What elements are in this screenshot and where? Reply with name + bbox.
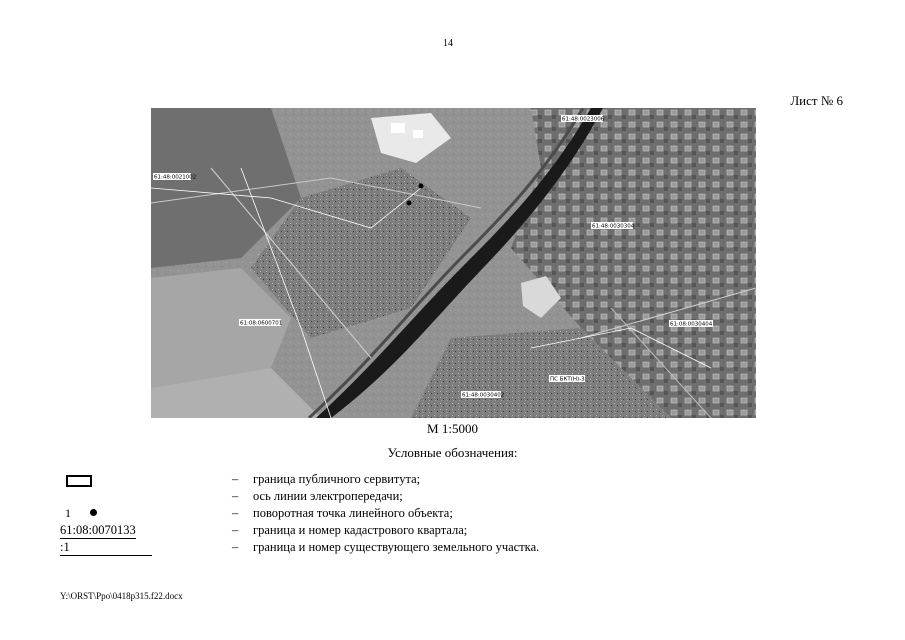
- cadastral-label: [239, 319, 282, 327]
- cadastral-map[interactable]: [151, 108, 756, 418]
- legend-row-power-line: [60, 489, 660, 506]
- legend-text: граница и номер существующего земельного участка.: [253, 540, 540, 554]
- quarter-number-sample: 61:08:0070133: [60, 523, 136, 537]
- legend-text: ось линии электропередачи;: [253, 489, 403, 503]
- legend-text: граница и номер кадастрового квартала;: [253, 523, 468, 537]
- svg-text:61:48:0023006: 61:48:0023006: [562, 116, 605, 123]
- legend-dash: –: [232, 540, 239, 554]
- map-scale: М 1:5000: [427, 421, 478, 436]
- legend-dash: –: [232, 472, 239, 486]
- legend-title: Условные обозначения:: [387, 445, 518, 460]
- legend-symbol: [60, 489, 220, 505]
- svg-text:ПС БКТ(Н)-3: ПС БКТ(Н)-3: [550, 376, 585, 383]
- pivot-point-icon: [90, 509, 97, 516]
- cadastral-label: [549, 375, 585, 383]
- legend-text: граница публичного сервитута;: [253, 472, 421, 486]
- page-number: 14: [443, 38, 453, 49]
- legend-row-quarter: [60, 523, 660, 540]
- map-image: [151, 108, 756, 418]
- servitude-boundary-swatch: [66, 475, 92, 487]
- cadastral-label: [561, 115, 605, 123]
- cadastral-label: [153, 173, 196, 181]
- building-block: [391, 123, 405, 133]
- legend-dash: –: [232, 506, 239, 520]
- sheet-label: Лист № 6: [790, 93, 843, 108]
- pivot-point-dot: [419, 184, 424, 189]
- legend-dash: –: [232, 489, 239, 503]
- footer-file-path: Y:\ORST\Ppo\0418p315.f22.docx: [60, 591, 183, 601]
- legend-symbol: [60, 523, 220, 539]
- legend-dash: –: [232, 523, 239, 537]
- legend-symbol: [60, 506, 220, 522]
- legend-symbol: [60, 472, 220, 488]
- svg-text:61:48:0021002: 61:48:0021002: [154, 174, 197, 181]
- cadastral-label: [669, 320, 713, 328]
- svg-text:61:48:0030402: 61:48:0030402: [462, 392, 505, 399]
- legend-row-servitude: [60, 472, 660, 489]
- legend-text: поворотная точка линейного объекта;: [253, 506, 453, 520]
- point-number-label: 1: [65, 506, 71, 520]
- cadastral-label: [591, 222, 635, 230]
- pivot-point-dot: [407, 201, 412, 206]
- cadastral-label: [461, 391, 504, 399]
- legend-symbol: [60, 540, 220, 556]
- legend-row-parcel: [60, 540, 660, 557]
- svg-text:61:08:0600701: 61:08:0600701: [240, 320, 283, 327]
- legend-row-pivot-point: [60, 506, 660, 523]
- svg-text:61:08:0030404: 61:08:0030404: [670, 321, 713, 328]
- parcel-number-sample: :1: [60, 540, 152, 556]
- legend: [60, 472, 660, 557]
- building-block: [413, 130, 423, 138]
- svg-text:61:48:0030304: 61:48:0030304: [592, 223, 635, 230]
